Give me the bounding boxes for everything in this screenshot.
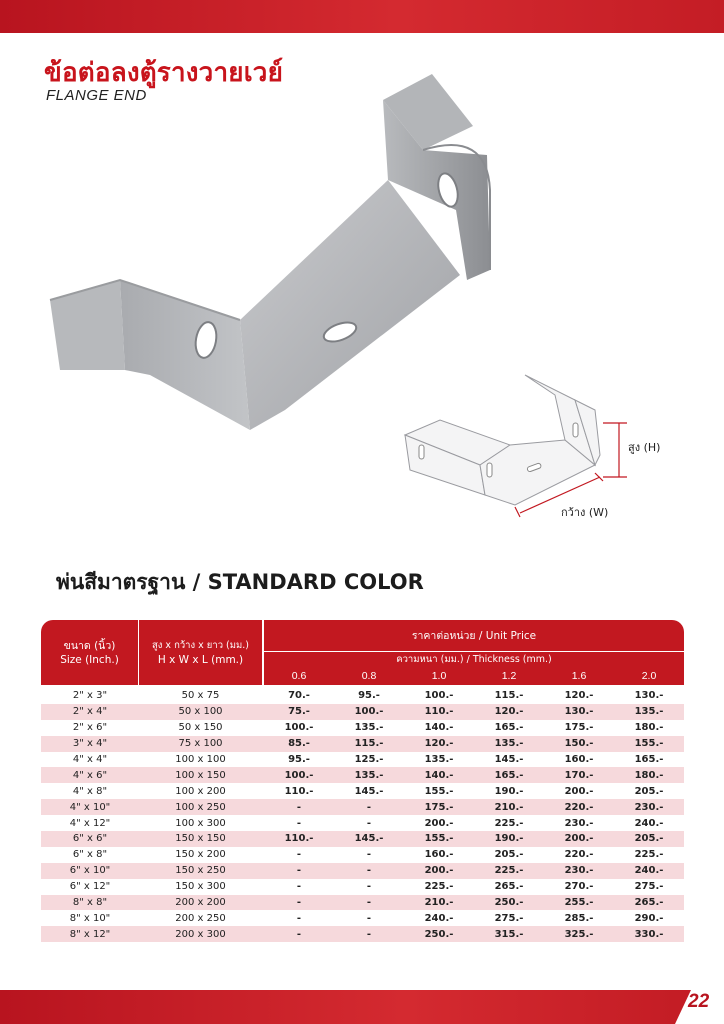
table-row — [41, 767, 684, 783]
cell-price: 230.- — [564, 865, 594, 877]
thickness-values — [264, 667, 684, 685]
cell-price: 135.- — [494, 738, 524, 750]
cell-size: 8" x 10" — [69, 912, 111, 924]
cell-price: 240.- — [424, 912, 454, 924]
cell-price: - — [366, 928, 372, 940]
cell-price: - — [296, 912, 302, 924]
cell-price: 210.- — [424, 897, 454, 909]
cell-price: 205.- — [494, 849, 524, 861]
cell-price: 225.- — [634, 849, 664, 861]
cell-price: 140.- — [424, 769, 454, 781]
cell-price: 225.- — [494, 865, 524, 877]
cell-price: 225.- — [494, 817, 524, 829]
cell-price: 155.- — [634, 738, 664, 750]
cell-price: 180.- — [634, 769, 664, 781]
cell-size: 6" x 12" — [69, 881, 111, 893]
cell-price: 100.- — [284, 769, 314, 781]
cell-size: 4" x 6" — [72, 769, 108, 781]
cell-dimension: 150 x 200 — [175, 849, 226, 861]
cell-size: 4" x 8" — [72, 785, 108, 797]
cell-size: 2" x 4" — [72, 706, 108, 718]
cell-dimension: 150 x 150 — [175, 833, 226, 845]
width-label: กว้าง (W) — [561, 506, 609, 519]
cell-dimension: 75 x 100 — [178, 738, 223, 750]
cell-price: 155.- — [424, 833, 454, 845]
cell-price: 210.- — [494, 801, 524, 813]
cell-price: 165.- — [634, 754, 664, 765]
cell-price: 170.- — [564, 769, 594, 781]
cell-size: 8" x 12" — [69, 928, 111, 940]
cell-price: 160.- — [424, 849, 454, 861]
cell-price: 275.- — [634, 881, 664, 893]
cell-size: 2" x 3" — [72, 690, 108, 702]
cell-size: 6" x 6" — [72, 833, 108, 845]
cell-price: 125.- — [354, 754, 384, 765]
thickness-0: 0.6 — [291, 670, 307, 682]
cell-price: 275.- — [494, 912, 524, 924]
cell-price: 255.- — [564, 897, 594, 909]
cell-price: 230.- — [564, 817, 594, 829]
cell-price: 200.- — [564, 833, 594, 845]
cell-price: 205.- — [634, 833, 664, 845]
cell-price: 100.- — [424, 690, 454, 702]
cell-size: 4" x 10" — [69, 801, 111, 813]
cell-price: - — [296, 849, 302, 861]
cell-price: 290.- — [634, 912, 664, 924]
cell-dimension: 200 x 200 — [175, 897, 226, 909]
thickness-5: 2.0 — [641, 670, 657, 682]
header-dim-th: สูง x กว้าง x ยาว (มม.) — [151, 639, 250, 651]
table-row — [41, 895, 684, 911]
table-row — [41, 736, 684, 752]
cell-price: 145.- — [494, 754, 524, 765]
cell-price: 120.- — [424, 738, 454, 750]
cell-price: 165.- — [494, 769, 524, 781]
cell-price: 200.- — [424, 817, 454, 829]
cell-dimension: 100 x 150 — [175, 769, 226, 781]
cell-price: - — [296, 817, 302, 829]
cell-price: 120.- — [494, 706, 524, 718]
header-size — [41, 620, 139, 685]
page-title: ข้อต่อลงตู้รางวายเวย์ — [44, 58, 284, 88]
cell-price: 220.- — [564, 801, 594, 813]
table-row — [41, 783, 684, 799]
page-subtitle: FLANGE END — [46, 87, 147, 104]
table-row — [41, 863, 684, 879]
cell-price: 135.- — [424, 754, 454, 765]
cell-price: - — [366, 881, 372, 893]
cell-size: 6" x 8" — [72, 849, 108, 861]
cell-price: - — [366, 849, 372, 861]
cell-price: 270.- — [564, 881, 594, 893]
thickness-1: 0.8 — [361, 670, 377, 682]
cell-price: 120.- — [564, 690, 594, 702]
cell-price: 315.- — [494, 928, 524, 940]
header-dimension — [139, 620, 262, 685]
cell-price: 265.- — [494, 881, 524, 893]
cell-price: 330.- — [634, 928, 664, 940]
cell-price: 240.- — [634, 865, 664, 877]
height-label: สูง (H) — [628, 441, 661, 454]
cell-price: 265.- — [634, 897, 664, 909]
cell-price: 230.- — [634, 801, 664, 813]
cell-price: 160.- — [564, 754, 594, 765]
top-banner — [0, 0, 724, 33]
thickness-4: 1.6 — [571, 670, 587, 682]
cell-price: - — [296, 881, 302, 893]
table-row — [41, 799, 684, 815]
cell-price: - — [296, 928, 302, 940]
cell-price: 145.- — [354, 833, 384, 845]
cell-price: 175.- — [564, 722, 594, 734]
cell-price: - — [296, 897, 302, 909]
cell-dimension: 200 x 300 — [175, 928, 226, 940]
cell-price: 135.- — [354, 722, 384, 734]
thickness-2: 1.0 — [431, 670, 447, 682]
cell-price: 220.- — [564, 849, 594, 861]
table-row — [41, 688, 684, 704]
cell-size: 3" x 4" — [72, 738, 108, 750]
table-row — [41, 831, 684, 847]
cell-price: 325.- — [564, 928, 594, 940]
cell-size: 4" x 12" — [69, 817, 111, 829]
cell-price: 190.- — [494, 833, 524, 845]
cell-price: 115.- — [354, 738, 384, 750]
header-left-block — [41, 620, 262, 685]
cell-price: 190.- — [494, 785, 524, 797]
unit-price-label: ราคาต่อหน่วย / Unit Price — [411, 629, 537, 642]
table-row — [41, 926, 684, 942]
cell-size: 6" x 10" — [69, 865, 111, 877]
cell-price: - — [366, 801, 372, 813]
cell-price: - — [366, 817, 372, 829]
cell-price: 180.- — [634, 722, 664, 734]
page-number: 22 — [688, 991, 710, 1012]
cell-price: 95.- — [358, 690, 380, 702]
cell-price: 135.- — [354, 769, 384, 781]
cell-price: 110.- — [284, 833, 314, 845]
cell-dimension: 50 x 100 — [178, 706, 223, 718]
table-body — [41, 688, 684, 942]
cell-price: 130.- — [564, 706, 594, 718]
header-size-en: Size (Inch.) — [60, 653, 119, 666]
cell-price: 115.- — [494, 690, 524, 702]
cell-price: 155.- — [424, 785, 454, 797]
cell-price: 150.- — [564, 738, 594, 750]
cell-price: 100.- — [284, 722, 314, 734]
cell-dimension: 100 x 100 — [175, 754, 226, 765]
cell-price: 140.- — [424, 722, 454, 734]
cell-price: 200.- — [424, 865, 454, 877]
table-row — [41, 879, 684, 895]
table-row — [41, 720, 684, 736]
cell-price: 70.- — [288, 690, 310, 702]
cell-size: 8" x 8" — [72, 897, 108, 909]
cell-dimension: 50 x 75 — [181, 690, 220, 702]
header-thickness — [264, 652, 684, 685]
cell-dimension: 150 x 300 — [175, 881, 226, 893]
cell-price: 240.- — [634, 817, 664, 829]
cell-price: 95.- — [288, 754, 310, 765]
cell-price: - — [366, 897, 372, 909]
thickness-label: ความหนา (มม.) / Thickness (mm.) — [396, 654, 552, 665]
cell-price: - — [366, 912, 372, 924]
cell-price: - — [366, 865, 372, 877]
cell-price: 285.- — [564, 912, 594, 924]
cell-price: 130.- — [634, 690, 664, 702]
cell-price: 135.- — [634, 706, 664, 718]
cell-price: 205.- — [634, 785, 664, 797]
section-heading: พ่นสีมาตรฐาน / STANDARD COLOR — [56, 570, 424, 594]
cell-price: 165.- — [494, 722, 524, 734]
cell-price: 200.- — [564, 785, 594, 797]
cell-price: - — [296, 865, 302, 877]
cell-price: - — [296, 801, 302, 813]
cell-price: 110.- — [284, 785, 314, 797]
cell-dimension: 200 x 250 — [175, 912, 226, 924]
header-unit-price — [264, 620, 684, 651]
cell-price: 250.- — [494, 897, 524, 909]
cell-size: 4" x 4" — [72, 754, 108, 765]
cell-size: 2" x 6" — [72, 722, 108, 734]
table-row — [41, 752, 684, 768]
cell-dimension: 50 x 150 — [178, 722, 223, 734]
header-size-th: ขนาด (นิ้ว) — [63, 639, 116, 652]
cell-price: 250.- — [424, 928, 454, 940]
cell-dimension: 150 x 250 — [175, 865, 226, 877]
cell-price: 225.- — [424, 881, 454, 893]
cell-price: 75.- — [288, 706, 310, 718]
cell-price: 85.- — [288, 738, 310, 750]
price-table — [41, 620, 684, 942]
table-row — [41, 847, 684, 863]
table-row — [41, 910, 684, 926]
cell-dimension: 100 x 250 — [175, 801, 226, 813]
table-row — [41, 704, 684, 720]
table-header — [41, 620, 684, 685]
thickness-3: 1.2 — [501, 670, 517, 682]
header-dim-en: H x W x L (mm.) — [157, 653, 244, 666]
cell-price: 175.- — [424, 801, 454, 813]
table-row — [41, 815, 684, 831]
cell-dimension: 100 x 200 — [175, 785, 226, 797]
cell-dimension: 100 x 300 — [175, 817, 226, 829]
cell-price: 100.- — [354, 706, 384, 718]
bottom-banner — [0, 990, 675, 1024]
cell-price: 145.- — [354, 785, 384, 797]
cell-price: 110.- — [424, 706, 454, 718]
